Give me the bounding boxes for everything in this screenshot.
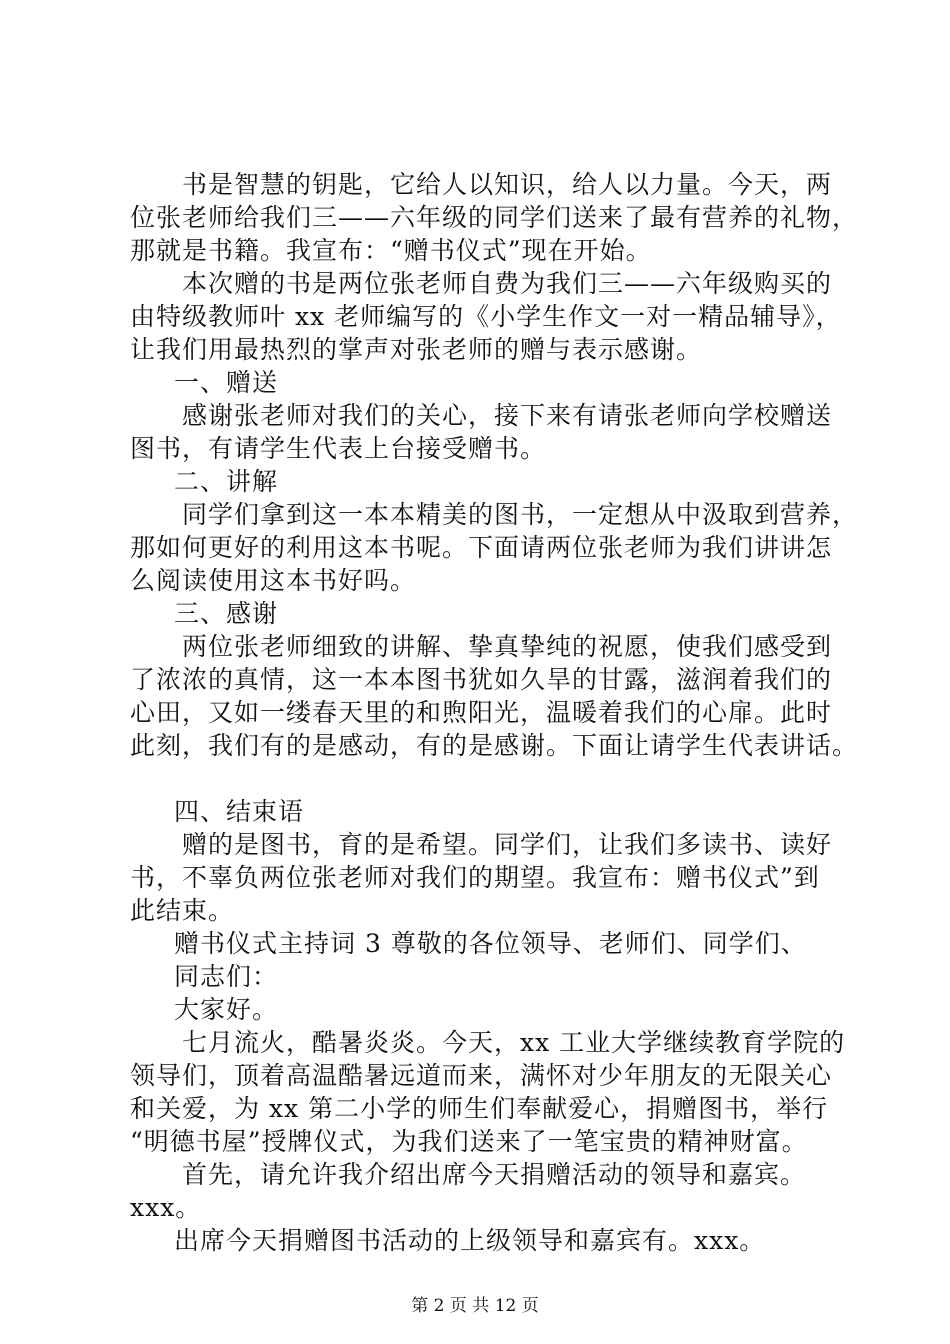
- document-body: [130, 168, 859, 1257]
- paragraph-line: 首先，请允许我介绍出席今天捐赠活动的领导和嘉宾。: [182, 1160, 807, 1189]
- paragraph-line: 本次赠的书是两位张老师自费为我们三——六年级购买的: [182, 269, 833, 298]
- paragraph-line: 那如何更好的利用这本书呢。下面请两位张老师为我们讲讲怎: [130, 533, 833, 562]
- paragraph-line: 心田，又如一缕春天里的和煦阳光，温暖着我们的心扉。此时: [130, 698, 833, 727]
- paragraph-line: “明德书屋”授牌仪式，为我们送来了一笔宝贵的精神财富。: [130, 1127, 808, 1156]
- paragraph-line: 那就是书籍。我宣布：“赠书仪式”现在开始。: [130, 236, 652, 265]
- paragraph-line: 大家好。: [174, 995, 279, 1024]
- paragraph-line: 图书，有请学生代表上台接受赠书。: [130, 434, 547, 463]
- paragraph-line: 两位张老师细致的讲解、挚真挚纯的祝愿，使我们感受到: [182, 632, 833, 661]
- paragraph-line: 领导们，顶着高温酷暑远道而来，满怀对少年朋友的无限关心: [130, 1061, 833, 1090]
- paragraph-line: 此结束。: [130, 896, 235, 925]
- paragraph-line: 出席今天捐赠图书活动的上级领导和嘉宾有。xxx。: [174, 1226, 766, 1255]
- paragraph-line: 赠书仪式主持词 3 尊敬的各位领导、老师们、同学们、: [174, 929, 807, 958]
- paragraph-line: xxx。: [130, 1193, 202, 1222]
- paragraph-line: 了浓浓的真情，这一本本图书犹如久旱的甘露，滋润着我们的: [130, 665, 833, 694]
- page-number-footer: 第 2 页 共 12 页: [411, 1296, 539, 1316]
- section-heading: 四、结束语: [174, 797, 305, 826]
- paragraph-line: 由特级教师叶 xx 老师编写的《小学生作文一对一精品辅导》，: [130, 302, 842, 331]
- paragraph-line: 七月流火，酷暑炎炎。今天，xx 工业大学继续教育学院的: [182, 1028, 846, 1057]
- paragraph-line: 和关爱，为 xx 第二小学的师生们奉献爱心，捐赠图书，举行: [130, 1094, 829, 1123]
- paragraph-line: 赠的是图书，育的是希望。同学们，让我们多读书、读好: [182, 830, 833, 859]
- blank-line: [130, 762, 830, 795]
- paragraph-line: 同志们：: [174, 962, 279, 991]
- paragraph-line: 书是智慧的钥匙，它给人以知识，给人以力量。今天，两: [182, 170, 833, 199]
- section-heading: 三、感谢: [174, 599, 279, 628]
- paragraph-line: 位张老师给我们三——六年级的同学们送来了最有营养的礼物，: [130, 203, 859, 232]
- paragraph-line: 书，不辜负两位张老师对我们的期望。我宣布：赠书仪式”到: [130, 863, 820, 892]
- paragraph-line: 此刻，我们有的是感动，有的是感谢。下面让请学生代表讲话。: [130, 731, 859, 760]
- paragraph-line: 同学们拿到这一本本精美的图书，一定想从中汲取到营养，: [182, 500, 859, 529]
- paragraph-line: 感谢张老师对我们的关心，接下来有请张老师向学校赠送: [182, 401, 833, 430]
- paragraph-line: 让我们用最热烈的掌声对张老师的赠与表示感谢。: [130, 335, 703, 364]
- paragraph-line: 么阅读使用这本书好吗。: [130, 566, 417, 595]
- section-heading: 二、讲解: [174, 467, 279, 496]
- section-heading: 一、赠送: [174, 368, 279, 397]
